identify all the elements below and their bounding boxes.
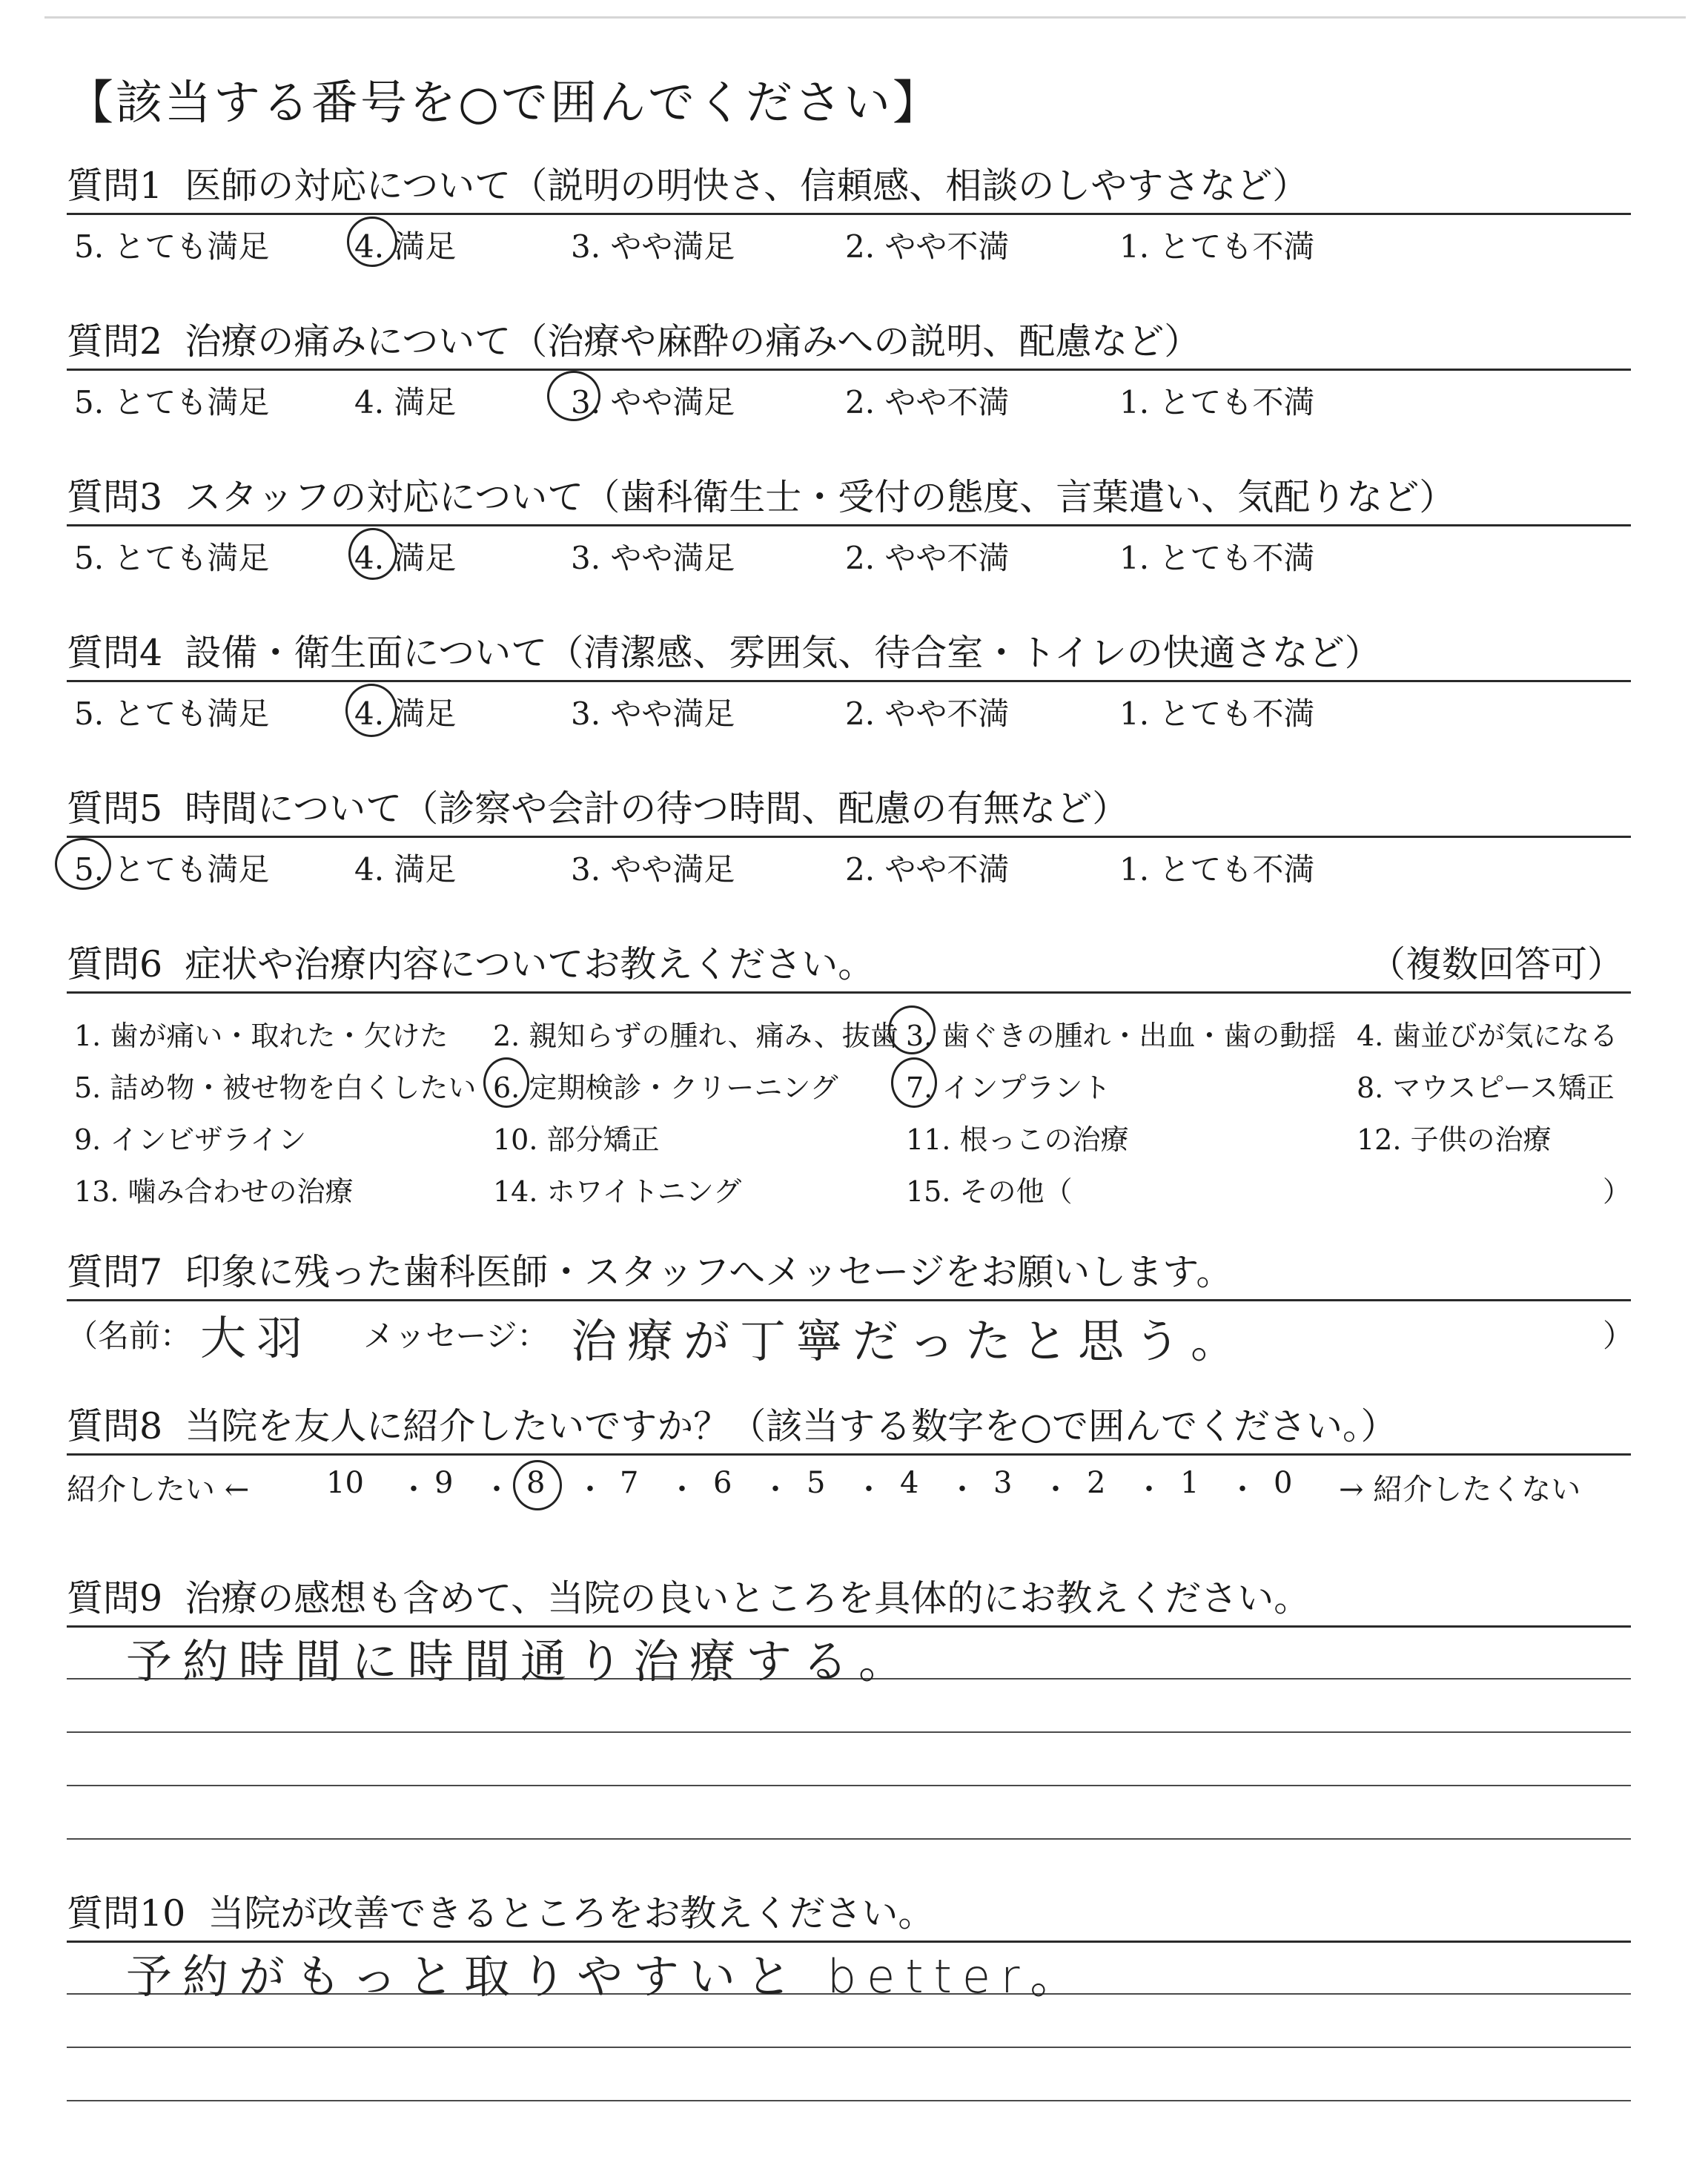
scale-dot: ・ (1228, 1473, 1257, 1507)
answer-lines (67, 1678, 1631, 1840)
answer-line (67, 2100, 1631, 2101)
option-4[interactable]: 4. 満足 (354, 228, 457, 265)
question-text: 時間について（診察や会計の待つ時間、配慮の有無など） (185, 787, 1129, 830)
answer-area (67, 1628, 1631, 1688)
question-6 (67, 938, 1631, 1216)
question-6-heading (67, 938, 1631, 991)
question-number: 質問7 (67, 1251, 163, 1293)
question-5 (67, 782, 1631, 890)
symptom-option[interactable]: 11. 根っこの治療 (906, 1123, 1129, 1156)
message-value[interactable]: 治療が丁寧だったと思う。 (571, 1314, 1248, 1368)
scale-dot: ・ (667, 1473, 697, 1507)
scale-dot: ・ (482, 1473, 512, 1507)
question-2 (67, 315, 1631, 423)
question-10 (67, 1887, 1631, 2101)
question-number: 質問5 (67, 787, 163, 830)
answer-line (67, 1731, 1631, 1733)
recommend-option-0[interactable]: 0 (1274, 1466, 1293, 1500)
question-text: 設備・衛生面について（清潔感、雰囲気、待合室・トイレの快適さなど） (185, 632, 1381, 674)
question-8 (67, 1400, 1631, 1515)
option-3[interactable]: 3. やや満足 (571, 228, 735, 265)
question-text: 当院が改善できるところをお教えください。 (208, 1892, 935, 1935)
message-label: メッセージ： (363, 1318, 549, 1354)
selection-circle (348, 528, 397, 580)
option-4[interactable]: 4. 満足 (354, 851, 457, 888)
scale-dot: ・ (947, 1473, 977, 1507)
answer-line (67, 1785, 1631, 1786)
scale-dot: ・ (761, 1473, 790, 1507)
symptom-option[interactable]: 8. マウスピース矯正 (1357, 1071, 1615, 1104)
option-1[interactable]: 1. とても不満 (1119, 540, 1315, 576)
rating-options (67, 682, 1631, 734)
selection-circle (891, 1057, 937, 1108)
symptom-option[interactable]: 2. 親知らずの腫れ、痛み、抜歯 (493, 1020, 898, 1052)
question-number: 質問9 (67, 1577, 163, 1619)
other-close-paren: ） (1603, 1175, 1632, 1208)
recommend-option-6[interactable]: 6 (713, 1466, 732, 1500)
option-4[interactable]: 4. 満足 (354, 384, 457, 420)
symptom-option-other[interactable]: 15. その他（ (906, 1175, 1073, 1208)
question-10-heading (67, 1887, 1631, 1941)
recommend-option-7[interactable]: 7 (620, 1466, 639, 1500)
answer-line (67, 2047, 1631, 2048)
question-number: 質問6 (67, 943, 163, 985)
symptom-option[interactable]: 6. 定期検診・クリーニング (493, 1071, 838, 1104)
symptom-option[interactable]: 3. 歯ぐきの腫れ・出血・歯の動揺 (906, 1020, 1337, 1052)
selection-circle (888, 1005, 936, 1054)
recommend-option-8[interactable]: 8 (526, 1466, 546, 1500)
name-label: （名前： (67, 1318, 192, 1354)
question-4-heading (67, 627, 1631, 680)
scale-dot: ・ (854, 1473, 884, 1507)
question-9 (67, 1572, 1631, 1840)
option-1[interactable]: 1. とても不満 (1119, 851, 1315, 888)
option-3[interactable]: 3. やや満足 (571, 384, 735, 420)
recommend-option-4[interactable]: 4 (900, 1466, 919, 1500)
selection-circle (347, 217, 397, 267)
option-3[interactable]: 3. やや満足 (571, 696, 735, 732)
question-text: 医師の対応について（説明の明快さ、信頼感、相談のしやすさなど） (185, 165, 1309, 207)
selection-circle (547, 371, 600, 421)
option-4[interactable]: 4. 満足 (354, 540, 457, 576)
question-2-heading (67, 315, 1631, 369)
option-1[interactable]: 1. とても不満 (1119, 696, 1315, 732)
recommend-option-9[interactable]: 9 (434, 1466, 454, 1500)
question-text: スタッフの対応について（歯科衛生士・受付の態度、言葉遣い、気配りなど） (185, 476, 1456, 518)
option-5[interactable]: 5. とても満足 (74, 540, 270, 576)
selection-circle (55, 838, 111, 890)
symptom-options (67, 994, 1631, 1216)
option-2[interactable]: 2. やや不満 (845, 696, 1010, 732)
scale-dot: ・ (1134, 1473, 1164, 1507)
question-1-heading (67, 159, 1631, 213)
multiple-answers-note: （複数回答可） (1368, 943, 1623, 985)
rating-options (67, 371, 1631, 423)
name-value[interactable]: 大羽 (200, 1311, 314, 1365)
question-4 (67, 627, 1631, 734)
option-2[interactable]: 2. やや不満 (845, 228, 1010, 265)
symptom-option[interactable]: 5. 詰め物・被せ物を白くしたい (74, 1071, 477, 1104)
recommend-option-3[interactable]: 3 (993, 1466, 1013, 1500)
question-1 (67, 159, 1631, 267)
answer-area (67, 1943, 1631, 2004)
question-text: 治療の感想も含めて、当院の良いところを具体的にお教えください。 (185, 1577, 1311, 1619)
symptom-option[interactable]: 13. 噛み合わせの治療 (74, 1175, 354, 1208)
question-number: 質問10 (67, 1892, 186, 1935)
symptom-option[interactable]: 4. 歯並びが気になる (1357, 1020, 1618, 1052)
option-5[interactable]: 5. とても満足 (74, 696, 270, 732)
symptom-option[interactable]: 1. 歯が痛い・取れた・欠けた (74, 1020, 448, 1052)
question-3-heading (67, 471, 1631, 524)
improvement-answer[interactable]: 予約がもっと取りやすいと better。 (126, 1949, 1087, 2004)
question-text: 治療の痛みについて（治療や麻酔の痛みへの説明、配慮など） (185, 320, 1201, 363)
option-1[interactable]: 1. とても不満 (1119, 228, 1315, 265)
answer-lines (67, 1993, 1631, 2101)
question-number: 質問8 (67, 1405, 163, 1447)
option-2[interactable]: 2. やや不満 (845, 540, 1010, 576)
scale-dot: ・ (399, 1473, 428, 1507)
question-7-heading (67, 1246, 1631, 1299)
option-5[interactable]: 5. とても満足 (74, 228, 270, 265)
page-title: 【該当する番号を○で囲んでください】 (67, 76, 941, 130)
option-2[interactable]: 2. やや不満 (845, 384, 1010, 420)
recommend-option-5[interactable]: 5 (807, 1466, 826, 1500)
question-number: 質問3 (67, 476, 163, 518)
question-number: 質問4 (67, 632, 163, 674)
option-5[interactable]: 5. とても満足 (74, 384, 270, 420)
question-3 (67, 471, 1631, 578)
option-3[interactable]: 3. やや満足 (571, 851, 735, 888)
option-4[interactable]: 4. 満足 (354, 696, 457, 732)
good-points-answer[interactable]: 予約時間に時間通り治療する。 (126, 1634, 916, 1688)
symptom-option[interactable]: 12. 子供の治療 (1357, 1123, 1552, 1156)
selection-circle (513, 1460, 562, 1510)
option-3[interactable]: 3. やや満足 (571, 540, 735, 576)
answer-line (67, 1838, 1631, 1840)
recommend-option-2[interactable]: 2 (1087, 1466, 1106, 1500)
recommend-option-10[interactable]: 10 (326, 1466, 364, 1500)
scale-dot: ・ (1041, 1473, 1070, 1507)
question-8-heading (67, 1400, 1631, 1453)
question-text: 症状や治療内容についてお教えください。 (185, 943, 875, 985)
question-7 (67, 1246, 1635, 1368)
top-border (44, 16, 1686, 19)
symptom-option[interactable]: 14. ホワイトニング (493, 1175, 742, 1208)
question-number: 質問1 (67, 165, 163, 207)
question-text: 当院を友人に紹介したいですか？（該当する数字を○で囲んでください。） (185, 1405, 1397, 1447)
question-number: 質問2 (67, 320, 163, 363)
option-1[interactable]: 1. とても不満 (1119, 384, 1315, 420)
recommend-scale (67, 1456, 1631, 1515)
recommend-right-label: → 紹介したくない (1339, 1473, 1581, 1507)
message-close-paren: ） (1603, 1318, 1635, 1354)
selection-circle (345, 684, 397, 737)
option-5[interactable]: 5. とても満足 (74, 851, 270, 888)
scale-dot: ・ (575, 1473, 605, 1507)
rating-options (67, 838, 1631, 890)
rating-options (67, 215, 1631, 267)
message-row (67, 1301, 1635, 1368)
rating-options (67, 526, 1631, 578)
recommend-option-1[interactable]: 1 (1180, 1466, 1199, 1500)
selection-circle (483, 1057, 529, 1108)
option-2[interactable]: 2. やや不満 (845, 851, 1010, 888)
symptom-option[interactable]: 7. インプラント (906, 1071, 1111, 1104)
symptom-option[interactable]: 9. インビザライン (74, 1123, 307, 1156)
question-text: 印象に残った歯科医師・スタッフへメッセージをお願いします。 (185, 1251, 1233, 1293)
symptom-option[interactable]: 10. 部分矯正 (493, 1123, 660, 1156)
question-5-heading (67, 782, 1631, 836)
recommend-left-label: 紹介したい ← (67, 1473, 250, 1507)
question-9-heading (67, 1572, 1631, 1625)
